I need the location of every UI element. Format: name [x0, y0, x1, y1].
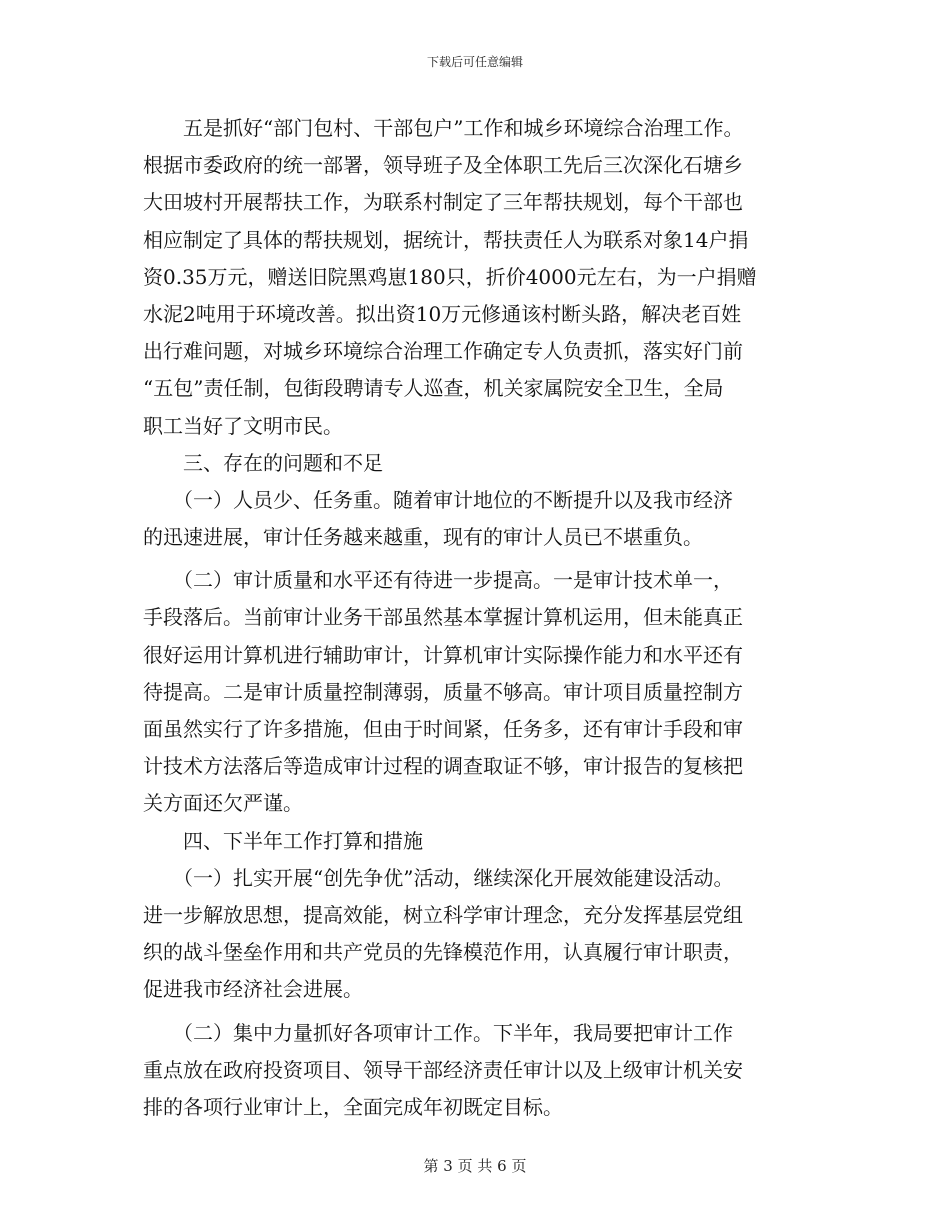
- document-body: [143, 110, 823, 1126]
- body-line: 出行难问题，对城乡环境综合治理工作确定专人负责抓，落实好门前: [143, 339, 743, 364]
- body-line: 根据市委政府的统一部署，领导班子及全体职工先后三次深化石塘乡: [143, 153, 743, 178]
- body-line: （一）扎实开展“创先争优”活动，继续深化开展效能建设活动。: [143, 865, 734, 890]
- body-line: 五是抓好“部门包村、干部包户”工作和城乡环境综合治理工作。: [143, 116, 744, 140]
- body-line: 相应制定了具体的帮扶规划，据统计，帮扶责任人为联系对象14户捐: [143, 227, 749, 252]
- body-line: 很好运用计算机进行辅助审计，计算机审计实际操作能力和水平还有: [143, 642, 743, 667]
- body-line: 促进我市经济社会进展。: [143, 977, 363, 1002]
- body-line: 手段落后。当前审计业务干部虽然基本掌握计算机运用，但未能真正: [143, 605, 743, 630]
- section-heading: 四、下半年工作打算和措施: [143, 828, 423, 853]
- body-line: 面虽然实行了许多措施，但由于时间紧，任务多，还有审计手段和审: [143, 717, 743, 741]
- page-footer: 第 3 页 共 6 页: [423, 1157, 527, 1175]
- body-line: “五包”责任制，包街段聘请专人巡查，机关家属院安全卫生，全局: [143, 376, 724, 401]
- body-line: 重点放在政府投资项目、领导干部经济责任审计以及上级审计机关安: [143, 1057, 743, 1082]
- page-header: 下载后可任意编辑: [426, 55, 523, 69]
- body-line: 织的战斗堡垒作用和共产党员的先锋模范作用，认真履行审计职责，: [143, 940, 743, 965]
- body-line: 待提高。二是审计质量控制薄弱，质量不够高。审计项目质量控制方: [143, 679, 743, 704]
- body-line: （二）审计质量和水平还有待进一步提高。一是审计技术单一，: [143, 568, 733, 593]
- body-line: 的迅速进展，审计任务越来越重，现有的审计人员已不堪重负。: [143, 525, 703, 550]
- body-line: 计技术方法落后等造成审计过程的调查取证不够，审计报告的复核把: [143, 754, 743, 779]
- body-line: 排的各项行业审计上，全面完成年初既定目标。: [143, 1094, 563, 1119]
- body-line: 大田坡村开展帮扶工作，为联系村制定了三年帮扶规划，每个干部也: [143, 190, 743, 215]
- body-line: 关方面还欠严谨。: [143, 791, 303, 816]
- body-line: 进一步解放思想，提高效能，树立科学审计理念，充分发挥基层党组: [143, 902, 743, 927]
- body-line: 职工当好了文明市民。: [143, 413, 343, 438]
- body-line: 水泥2吨用于环境改善。拟出资10万元修通该村断头路，解决老百姓: [143, 301, 742, 326]
- section-heading: 三、存在的问题和不足: [143, 450, 383, 475]
- body-line: 资0.35万元，赠送旧院黑鸡崽180只，折价4000元左右，为一户捐赠: [143, 264, 757, 289]
- body-line: （二）集中力量抓好各项审计工作。下半年，我局要把审计工作: [143, 1020, 733, 1045]
- body-line: （一）人员少、任务重。随着审计地位的不断提升以及我市经济: [143, 487, 733, 512]
